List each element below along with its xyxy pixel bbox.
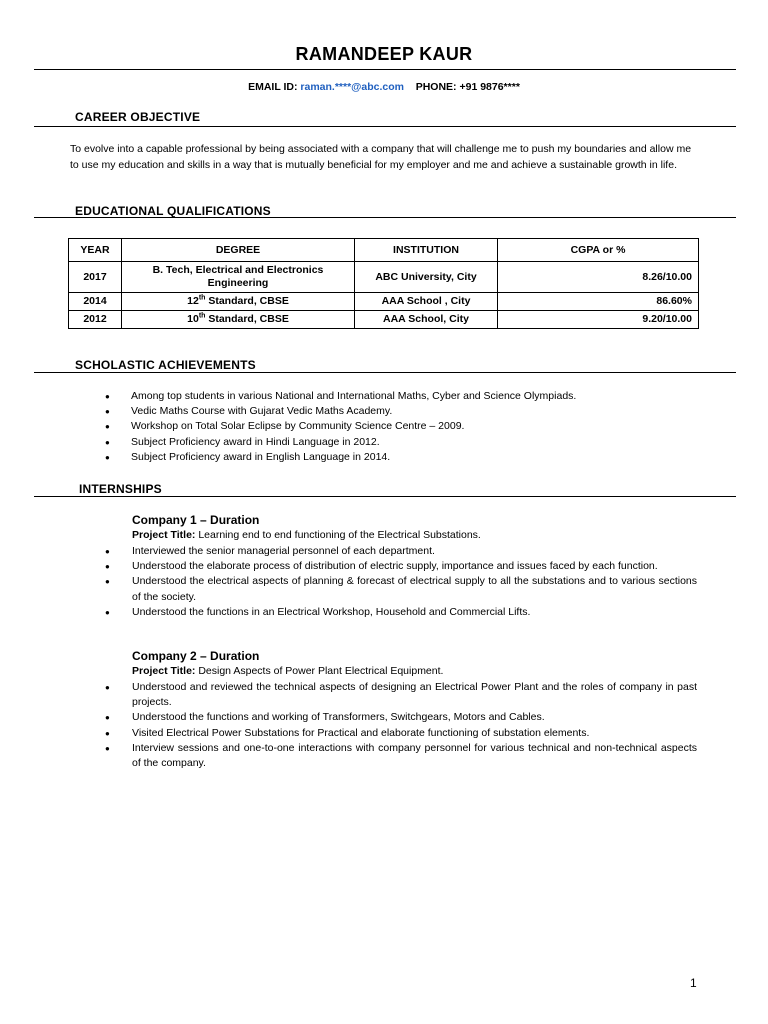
list-item: ● Understood the functions and working of Transformers, Switchgears, Motors and Cables.: [105, 710, 697, 725]
page-number: 1: [690, 976, 697, 990]
cell-year: 2017: [69, 262, 122, 293]
degree-rest: Standard, CBSE: [205, 295, 289, 307]
achievements-heading: SCHOLASTIC ACHIEVEMENTS: [75, 358, 256, 372]
list-item: ● Subject Proficiency award in Hindi Language in 2012.: [105, 435, 576, 450]
company-2-project: [132, 665, 443, 677]
col-institution: INSTITUTION: [355, 239, 498, 262]
candidate-name: RAMANDEEP KAUR: [295, 44, 473, 64]
col-cgpa: CGPA or %: [498, 239, 699, 262]
list-item: ● Workshop on Total Solar Eclipse by Community Science Centre – 2009.: [105, 419, 576, 434]
list-item: ● Vedic Maths Course with Gujarat Vedic Maths Academy.: [105, 404, 576, 419]
company-1-project: [132, 529, 481, 541]
list-item: ● Among top students in various National and International Maths, Cyber and Science Olympiads.: [105, 389, 576, 404]
cell-degree: B. Tech, Electrical and Electronics Engineering: [122, 262, 355, 293]
cell-institution: AAA School, City: [355, 311, 498, 329]
project-title-label: Project Title:: [132, 529, 196, 541]
cell-year: 2012: [69, 311, 122, 329]
list-item: ● Understood the electrical aspects of planning & forecast of electrical supply to all the substations and to various sections of the society.: [105, 574, 697, 604]
col-degree: DEGREE: [122, 239, 355, 262]
cell-degree: [122, 293, 355, 311]
project-title-label: Project Title:: [132, 665, 196, 677]
achievements-divider: [34, 372, 736, 373]
degree-ordinal: th: [198, 294, 206, 302]
cell-institution: ABC University, City: [355, 262, 498, 293]
contact-line: [0, 81, 768, 93]
email-label: EMAIL ID:: [248, 81, 298, 93]
cell-year: 2014: [69, 293, 122, 311]
internships-divider: [34, 496, 736, 497]
education-heading: EDUCATIONAL QUALIFICATIONS: [75, 204, 271, 218]
cell-score: 86.60%: [498, 293, 699, 311]
degree-rest: Standard, CBSE: [205, 313, 289, 325]
list-item: ● Interview sessions and one-to-one interactions with company personnel for various technical and non-technical aspects of the company.: [105, 741, 697, 771]
header-divider: [34, 69, 736, 70]
table-header-row: [69, 239, 699, 262]
degree-ordinal: th: [198, 312, 206, 320]
phone-label: PHONE:: [415, 81, 457, 93]
company-1-list: [105, 544, 697, 620]
table-row: [69, 293, 699, 311]
project-title-text: Learning end to end functioning of the Electrical Substations.: [198, 529, 481, 541]
cell-score: 9.20/10.00: [498, 311, 699, 329]
col-year: YEAR: [69, 239, 122, 262]
company-2-title: Company 2 – Duration: [132, 649, 260, 663]
list-item: ● Interviewed the senior managerial personnel of each department.: [105, 544, 697, 559]
career-objective-heading: CAREER OBJECTIVE: [75, 110, 201, 124]
list-item: ● Understood the functions in an Electrical Workshop, Household and Commercial Lifts.: [105, 605, 697, 620]
list-item: ● Visited Electrical Power Substations for Practical and elaborate functioning of substation elements.: [105, 726, 697, 741]
company-1-title: Company 1 – Duration: [132, 513, 260, 527]
degree-number: 12: [187, 295, 199, 307]
internships-heading: INTERNSHIPS: [79, 482, 162, 496]
list-item: ● Understood and reviewed the technical aspects of designing an Electrical Power Plant and the roles of company in past projects.: [105, 680, 697, 710]
table-row: [69, 262, 699, 293]
phone-value: +91 9876****: [459, 81, 520, 93]
education-table: [68, 238, 699, 329]
cell-institution: AAA School , City: [355, 293, 498, 311]
project-title-text: Design Aspects of Power Plant Electrical Equipment.: [198, 665, 444, 677]
list-item: ● Subject Proficiency award in English Language in 2014.: [105, 450, 576, 465]
cell-degree: [122, 311, 355, 329]
career-objective-divider: [34, 126, 736, 127]
degree-number: 10: [187, 313, 199, 325]
company-2-list: [105, 680, 697, 771]
list-item: ● Understood the elaborate process of distribution of electric supply, importance and issues faced by each function.: [105, 559, 697, 574]
career-objective-text: To evolve into a capable professional by being associated with a company that will challenge me to push my boundaries and allow me to use my education and skills in a way that is mutually beneficial for my employer and me and achieve a sustainable growth in life.: [70, 143, 692, 171]
education-divider: [34, 217, 736, 218]
email-link[interactable]: raman.****@abc.com: [300, 81, 405, 93]
table-row: [69, 311, 699, 329]
achievements-list: [105, 389, 576, 465]
cell-score: 8.26/10.00: [498, 262, 699, 293]
